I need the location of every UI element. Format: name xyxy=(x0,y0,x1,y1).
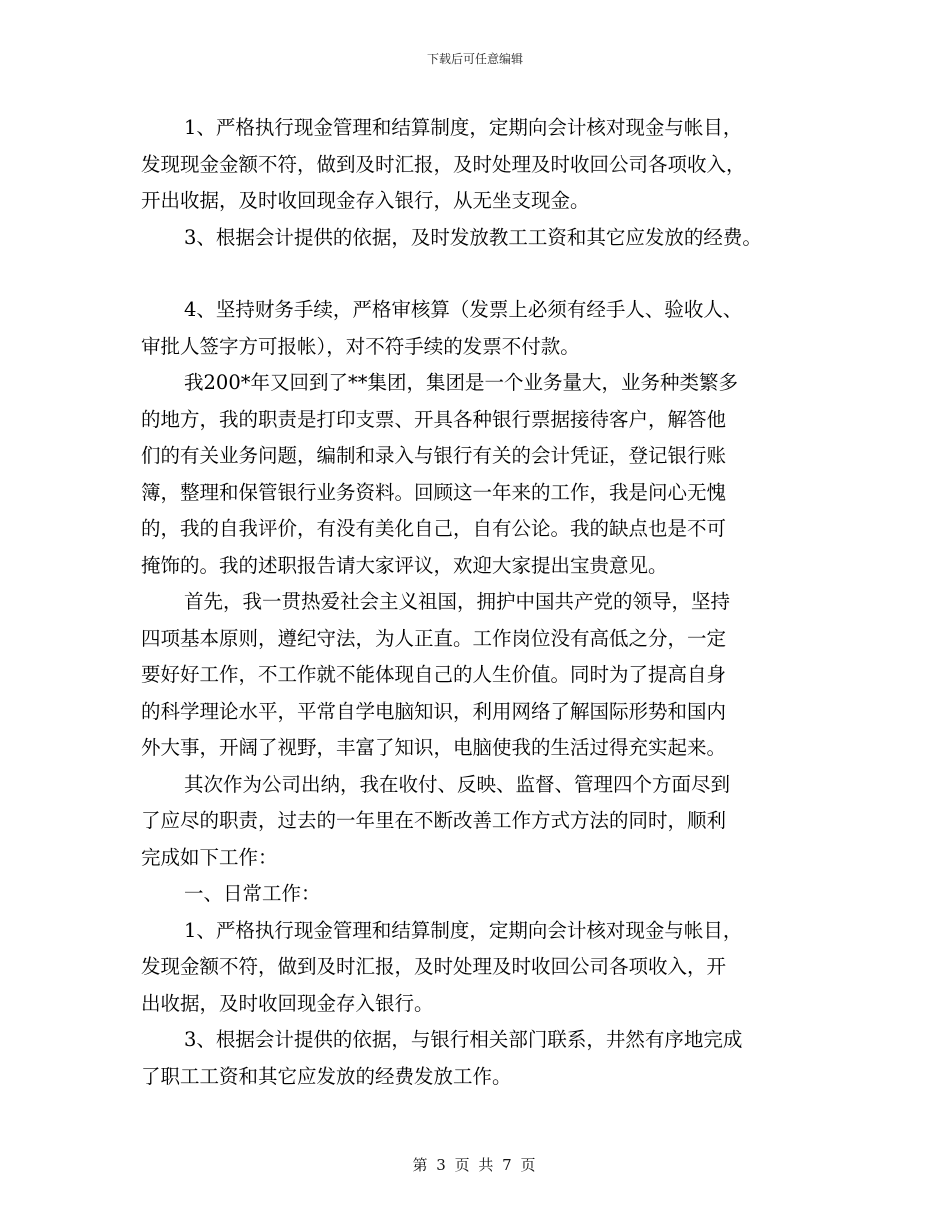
paragraph-line: 1、严格执行现金管理和结算制度，定期向会计核对现金与帐目， xyxy=(184,116,743,139)
paragraph-line: 外大事，开阔了视野，丰富了知识，电脑使我的生活过得充实起来。 xyxy=(141,736,727,759)
paragraph-line: 的科学理论水平，平常自学电脑知识，利用网络了解国际形势和国内 xyxy=(141,699,727,723)
paragraph-line: 开出收据，及时收回现金存入银行，从无坐支现金。 xyxy=(141,189,590,212)
paragraph-line: 四项基本原则，遵纪守法，为人正直。工作岗位没有高低之分，一定 xyxy=(141,626,727,650)
page-footer: 第 3 页 共 7 页 xyxy=(412,1156,538,1174)
paragraph-line: 3、根据会计提供的依据，及时发放教工工资和其它应发放的经费。 xyxy=(184,225,762,249)
paragraph-gap xyxy=(141,256,821,292)
paragraph-line: 出收据，及时收回现金存入银行。 xyxy=(141,991,434,1015)
page-header: 下载后可任意编辑 xyxy=(426,52,523,66)
paragraph xyxy=(141,292,821,365)
paragraph-line: 一、日常工作： xyxy=(184,882,321,905)
paragraph xyxy=(141,110,821,220)
paragraph-line: 审批人签字方可报帐），对不符手续的发票不付款。 xyxy=(141,334,580,358)
paragraph-line: 了职工工资和其它应发放的经费发放工作。 xyxy=(141,1064,512,1088)
paragraph xyxy=(141,876,821,913)
paragraph xyxy=(141,584,821,767)
paragraph-line: 掩饰的。我的述职报告请大家评议，欢迎大家提出宝贵意见。 xyxy=(141,553,668,577)
paragraph-line: 3、根据会计提供的依据，与银行相关部门联系，井然有序地完成 xyxy=(184,1028,743,1051)
paragraph-line: 要好好工作，不工作就不能体现自己的人生价值。同时为了提高自身 xyxy=(141,663,727,686)
paragraph-line: 了应尽的职责，过去的一年里在不断改善工作方式方法的同时，顺利 xyxy=(141,809,727,832)
paragraph xyxy=(141,365,821,584)
paragraph xyxy=(141,1022,821,1095)
paragraph-line: 的，我的自我评价，有没有美化自己，自有公论。我的缺点也是不可 xyxy=(141,517,727,540)
paragraph-line: 4、坚持财务手续，严格审核算（发票上必须有经手人、验收人、 xyxy=(184,298,743,321)
paragraph-line: 发现现金金额不符，做到及时汇报，及时处理及时收回公司各项收入， xyxy=(141,152,746,176)
paragraph-line: 的地方，我的职责是打印支票、开具各种银行票据接待客户，解答他 xyxy=(141,407,727,431)
paragraph xyxy=(141,913,821,1023)
paragraph-line: 簿，整理和保管银行业务资料。回顾这一年来的工作，我是问心无愧 xyxy=(141,480,727,504)
paragraph xyxy=(141,767,821,877)
paragraph-line: 完成如下工作： xyxy=(141,845,278,869)
paragraph-line: 其次作为公司出纳，我在收付、反映、监督、管理四个方面尽到 xyxy=(184,772,731,796)
paragraph-line: 我200*年又回到了**集团，集团是一个业务量大，业务种类繁多 xyxy=(184,371,738,394)
paragraph xyxy=(141,220,821,257)
paragraph-line: 们的有关业务问题，编制和录入与银行有关的会计凭证，登记银行账 xyxy=(141,444,727,467)
paragraph-line: 首先，我一贯热爱社会主义祖国，拥护中国共产党的领导，坚持 xyxy=(184,590,731,613)
paragraph-line: 1、严格执行现金管理和结算制度，定期向会计核对现金与帐目， xyxy=(184,918,743,942)
document-body xyxy=(141,110,821,1095)
paragraph-line: 发现金额不符，做到及时汇报，及时处理及时收回公司各项收入，开 xyxy=(141,955,727,978)
